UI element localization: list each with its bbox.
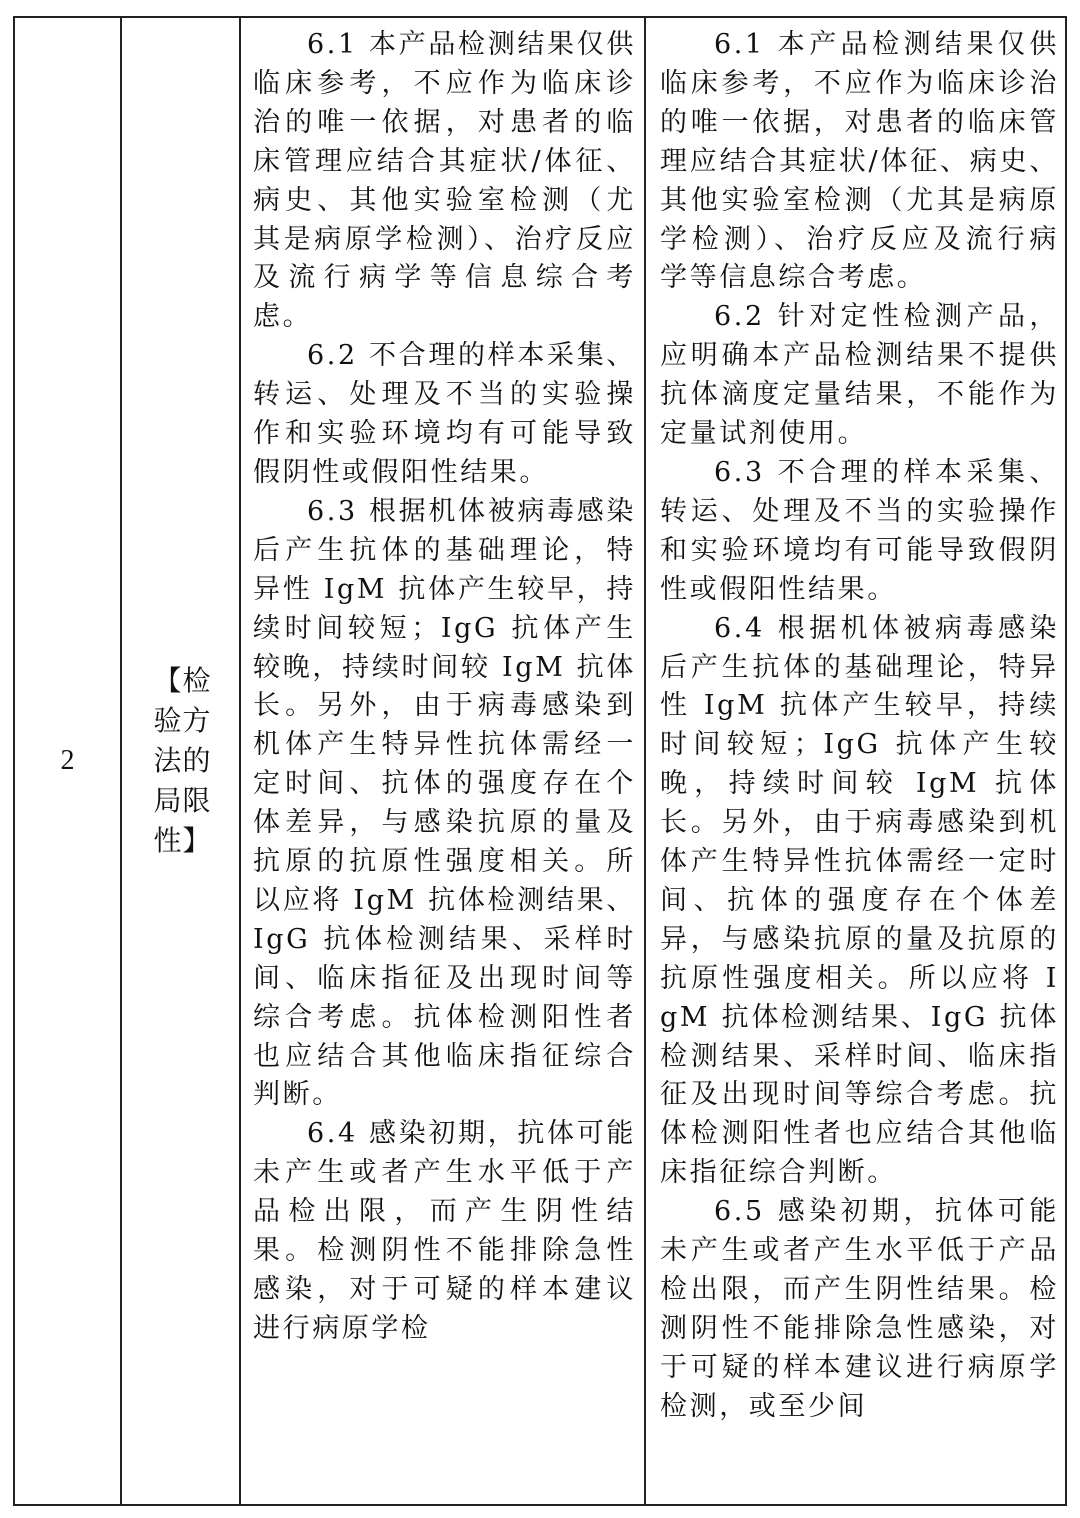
- revised-paragraph-6-1: 6.1 本产品检测结果仅供临床参考，不应作为临床诊治的唯一依据，对患者的临床管理应结合其症状/体征、病史、其他实验室检测（尤其是病原学检测）、治疗反应及流行病学等信息综合考虑。: [660, 29, 1059, 294]
- revised-text: [646, 18, 1065, 1427]
- revised-paragraph-6-2: 6.2 针对定性检测产品，应明确本产品检测结果不提供抗体滴度定量结果，不能作为定量试剂使用。: [660, 301, 1059, 450]
- comparison-table: [13, 16, 1067, 1506]
- revised-paragraph-6-4: 6.4 根据机体被病毒感染后产生抗体的基础理论，特异性 IgM 抗体产生较早，持续时间较短；IgG 抗体产生较晚，持续时间较 IgM 抗体长。另外，由于病毒感染到机体产生特异性抗体需经一定时间、抗体的强度存在个体差异，与感染抗原的量及抗原的抗原性强度相关。所以应将 IgM 抗体检测结果、IgG 抗体检测结果、采样时间、临床指征及出现时间等综合考虑。抗体检测阳性者也应结合其他临床指征综合判断。: [660, 612, 1059, 1189]
- original-text-cell: [240, 17, 645, 1505]
- item-cell: [121, 17, 240, 1505]
- original-paragraph-6-4: 6.4 感染初期，抗体可能未产生或者产生水平低于产品检出限，而产生阴性结果。检测阴性不能排除急性感染，对于可疑的样本建议进行病原学检: [253, 1118, 636, 1344]
- revised-text-cell: [645, 17, 1066, 1505]
- original-text: [241, 18, 644, 1349]
- original-paragraph-6-3: 6.3 根据机体被病毒感染后产生抗体的基础理论，特异性 IgM 抗体产生较早，持续时间较短；IgG 抗体产生较晚，持续时间较 IgM 抗体长。另外，由于病毒感染到机体产生特异性抗体需经一定时间、抗体的强度存在个体差异，与感染抗原的量及抗原的抗原性强度相关。所以应将 IgM 抗体检测结果、IgG 抗体检测结果、采样时间、临床指征及出现时间等综合考虑。抗体检测阳性者也应结合其他临床指征综合判断。: [253, 495, 636, 1111]
- table-row: [14, 17, 1066, 1505]
- original-paragraph-6-1: 6.1 本产品检测结果仅供临床参考，不应作为临床诊治的唯一依据，对患者的临床管理应结合其症状/体征、病史、其他实验室检测（尤其是病原学检测）、治疗反应及流行病学等信息综合考虑。: [253, 29, 636, 333]
- item-title: 【检验方法的局限性】: [153, 664, 212, 857]
- row-number: 2: [60, 745, 75, 776]
- original-paragraph-6-2: 6.2 不合理的样本采集、转运、处理及不当的实验操作和实验环境均有可能导致假阴性或假阳性结果。: [253, 340, 636, 488]
- row-number-cell: [14, 17, 121, 1505]
- revised-paragraph-6-5: 6.5 感染初期，抗体可能未产生或者产生水平低于产品检出限，而产生阴性结果。检测阴性不能排除急性感染，对于可疑的样本建议进行病原学检测，或至少间: [660, 1196, 1059, 1422]
- revised-paragraph-6-3: 6.3 不合理的样本采集、转运、处理及不当的实验操作和实验环境均有可能导致假阴性或假阳性结果。: [660, 456, 1059, 605]
